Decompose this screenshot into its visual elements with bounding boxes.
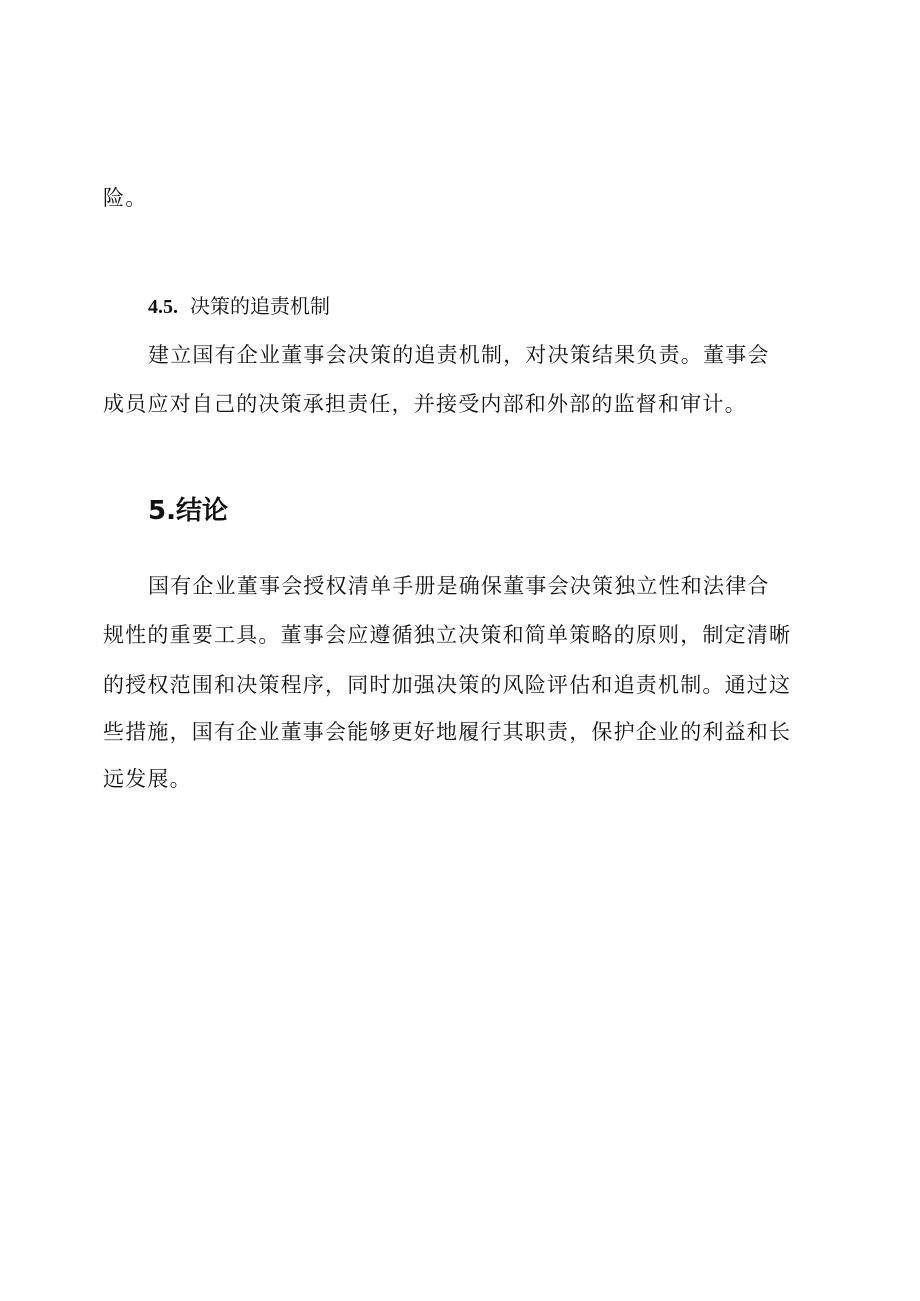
paragraph-line: 规性的重要工具。董事会应遵循独立决策和简单策略的原则，制定清晰 — [103, 623, 792, 647]
paragraph-line: 的授权范围和决策程序，同时加强决策的风险评估和追责机制。通过这 — [103, 673, 792, 697]
paragraph-line: 些措施，国有企业董事会能够更好地履行其职责，保护企业的利益和长 — [103, 720, 792, 744]
paragraph-line: 建立国有企业董事会决策的追责机制，对决策结果负责。董事会 — [148, 343, 770, 367]
section-heading: 5.结论 — [148, 496, 228, 526]
subsection-title: 决策的追责机制 — [190, 294, 330, 318]
paragraph-line: 成员应对自己的决策承担责任，并接受内部和外部的监督和审计。 — [103, 392, 747, 416]
continued-paragraph-end: 险。 — [103, 186, 148, 210]
paragraph-line: 远发展。 — [103, 767, 192, 791]
paragraph-line: 国有企业董事会授权清单手册是确保董事会决策独立性和法律合 — [148, 574, 770, 598]
subsection-number: 4.5. — [148, 296, 178, 318]
subsection-heading — [148, 296, 330, 317]
